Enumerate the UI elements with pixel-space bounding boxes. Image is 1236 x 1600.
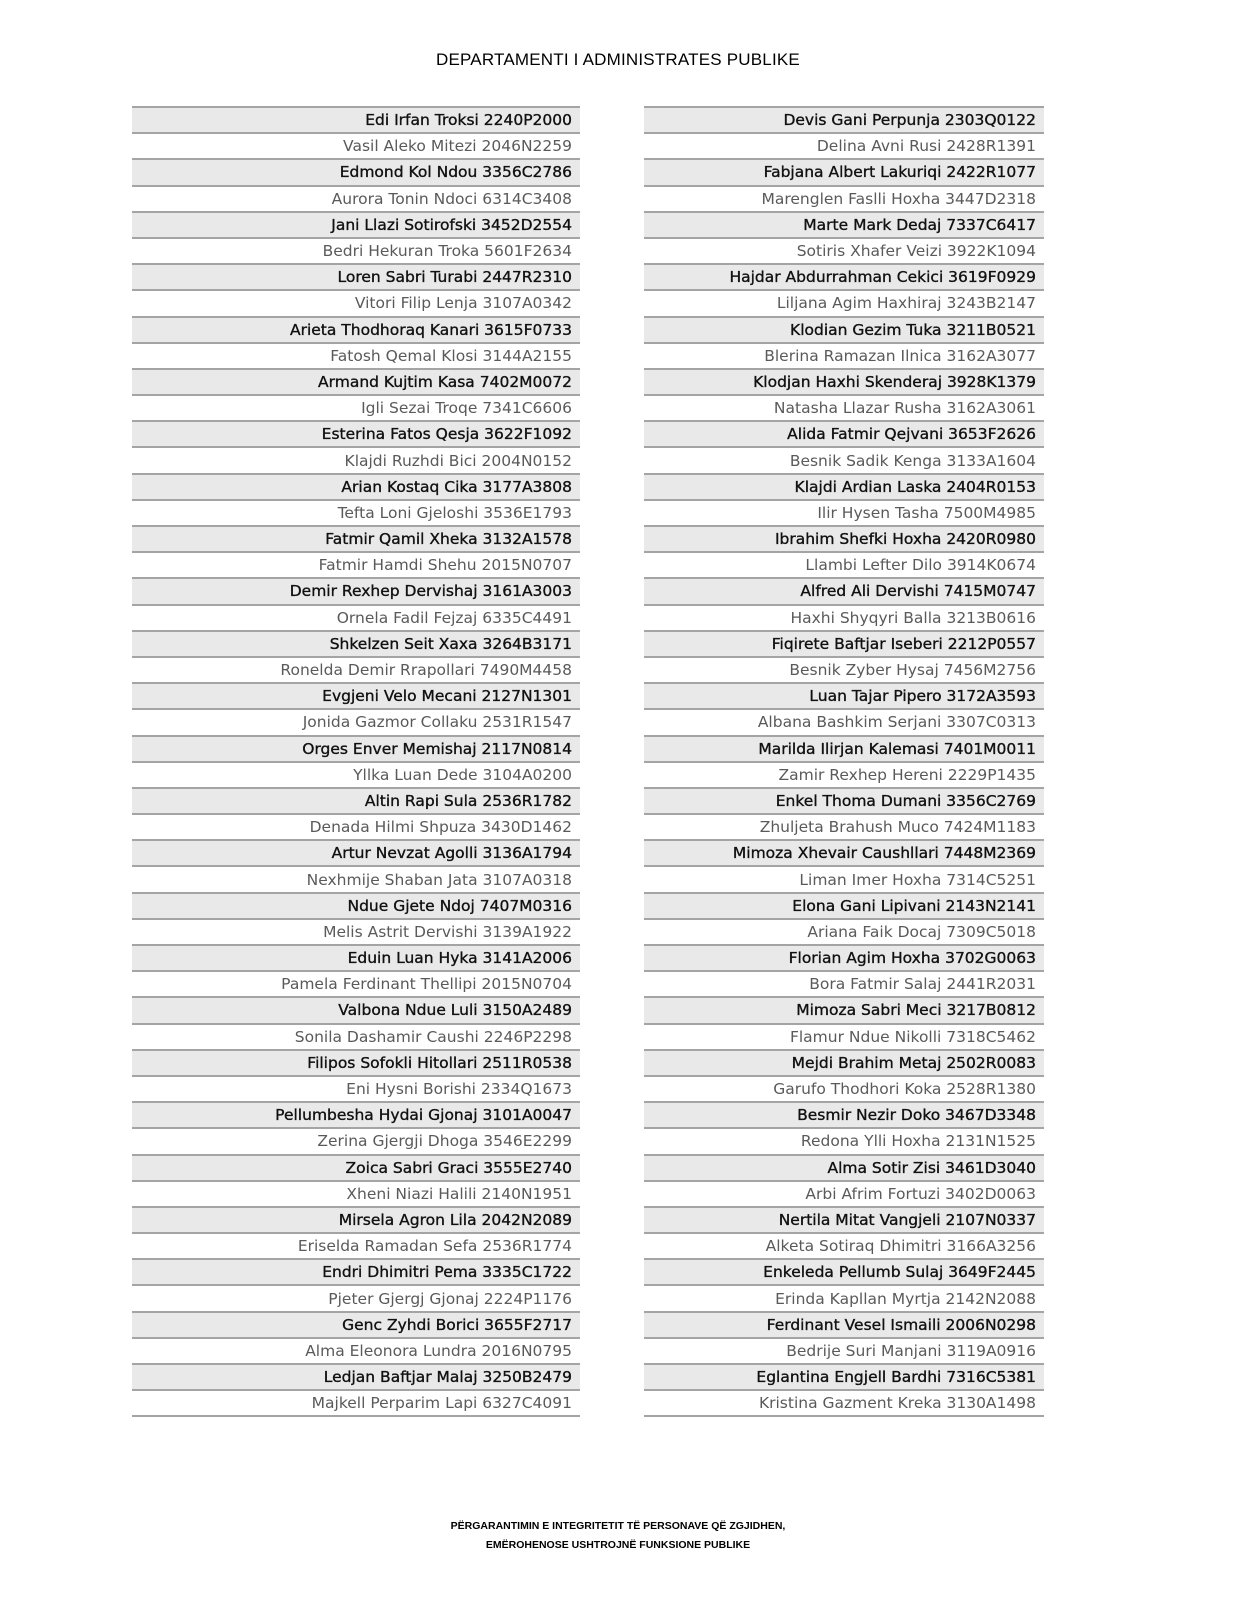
list-item: Valbona Ndue Luli 3150A2489	[132, 996, 580, 1022]
list-item: Edmond Kol Ndou 3356C2786	[132, 158, 580, 184]
list-item: Majkell Perparim Lapi 6327C4091	[132, 1389, 580, 1415]
list-item: Mejdi Brahim Metaj 2502R0083	[644, 1049, 1044, 1075]
list-item: Aurora Tonin Ndoci 6314C3408	[132, 185, 580, 211]
list-item: Pellumbesha Hydai Gjonaj 3101A0047	[132, 1101, 580, 1127]
list-item: Altin Rapi Sula 2536R1782	[132, 787, 580, 813]
list-item: Bora Fatmir Salaj 2441R2031	[644, 970, 1044, 996]
list-item: Besmir Nezir Doko 3467D3348	[644, 1101, 1044, 1127]
list-item: Alma Sotir Zisi 3461D3040	[644, 1154, 1044, 1180]
list-item: Endri Dhimitri Pema 3335C1722	[132, 1258, 580, 1284]
list-item: Luan Tajar Pipero 3172A3593	[644, 682, 1044, 708]
list-item: Marenglen Faslli Hoxha 3447D2318	[644, 185, 1044, 211]
list-item: Eriselda Ramadan Sefa 2536R1774	[132, 1232, 580, 1258]
list-item: Zerina Gjergji Dhoga 3546E2299	[132, 1127, 580, 1153]
list-item: Alma Eleonora Lundra 2016N0795	[132, 1337, 580, 1363]
list-item: Pamela Ferdinant Thellipi 2015N0704	[132, 970, 580, 996]
list-item: Enkel Thoma Dumani 3356C2769	[644, 787, 1044, 813]
list-item: Ronelda Demir Rrapollari 7490M4458	[132, 656, 580, 682]
page-title: DEPARTAMENTI I ADMINISTRATES PUBLIKE	[436, 50, 800, 69]
list-item: Delina Avni Rusi 2428R1391	[644, 132, 1044, 158]
list-item: Blerina Ramazan Ilnica 3162A3077	[644, 342, 1044, 368]
list-item: Kristina Gazment Kreka 3130A1498	[644, 1389, 1044, 1415]
footer-line-2: EMËROHENOSE USHTROJNË FUNKSIONE PUBLIKE	[485, 1539, 751, 1551]
list-item: Fatosh Qemal Klosi 3144A2155	[132, 342, 580, 368]
list-item: Klodian Gezim Tuka 3211B0521	[644, 316, 1044, 342]
list-item: Eglantina Engjell Bardhi 7316C5381	[644, 1363, 1044, 1389]
list-item: Klajdi Ruzhdi Bici 2004N0152	[132, 446, 580, 472]
list-item: Arieta Thodhoraq Kanari 3615F0733	[132, 316, 580, 342]
list-item: Filipos Sofokli Hitollari 2511R0538	[132, 1049, 580, 1075]
list-item: Ornela Fadil Fejzaj 6335C4491	[132, 604, 580, 630]
footer	[0, 1517, 1236, 1555]
list-item: Devis Gani Perpunja 2303Q0122	[644, 106, 1044, 132]
list-item: Mimoza Xhevair Caushllari 7448M2369	[644, 839, 1044, 865]
list-item: Evgjeni Velo Mecani 2127N1301	[132, 682, 580, 708]
list-item: Natasha Llazar Rusha 3162A3061	[644, 394, 1044, 420]
list-item: Orges Enver Memishaj 2117N0814	[132, 735, 580, 761]
list-item: Besnik Zyber Hysaj 7456M2756	[644, 656, 1044, 682]
list-item: Eni Hysni Borishi 2334Q1673	[132, 1075, 580, 1101]
list-item: Yllka Luan Dede 3104A0200	[132, 761, 580, 787]
list-item: Alida Fatmir Qejvani 3653F2626	[644, 420, 1044, 446]
list-item: Igli Sezai Troqe 7341C6606	[132, 394, 580, 420]
list-item: Zhuljeta Brahush Muco 7424M1183	[644, 813, 1044, 839]
list-item: Arbi Afrim Fortuzi 3402D0063	[644, 1180, 1044, 1206]
list-item: Shkelzen Seit Xaxa 3264B3171	[132, 630, 580, 656]
list-item: Liljana Agim Haxhiraj 3243B2147	[644, 289, 1044, 315]
list-item: Marte Mark Dedaj 7337C6417	[644, 211, 1044, 237]
list-item: Fabjana Albert Lakuriqi 2422R1077	[644, 158, 1044, 184]
list-item: Ibrahim Shefki Hoxha 2420R0980	[644, 525, 1044, 551]
list-item: Elona Gani Lipivani 2143N2141	[644, 892, 1044, 918]
right-name-list	[644, 106, 1044, 1417]
list-item: Erinda Kapllan Myrtja 2142N2088	[644, 1284, 1044, 1310]
footer-line-1: PËRGARANTIMIN E INTEGRITETIT TË PERSONAVE QË ZGJIDHEN,	[450, 1520, 786, 1532]
list-item: Sotiris Xhafer Veizi 3922K1094	[644, 237, 1044, 263]
list-item: Eduin Luan Hyka 3141A2006	[132, 944, 580, 970]
list-item: Melis Astrit Dervishi 3139A1922	[132, 918, 580, 944]
list-item: Xheni Niazi Halili 2140N1951	[132, 1180, 580, 1206]
list-item: Ferdinant Vesel Ismaili 2006N0298	[644, 1311, 1044, 1337]
list-item: Vasil Aleko Mitezi 2046N2259	[132, 132, 580, 158]
list-item: Vitori Filip Lenja 3107A0342	[132, 289, 580, 315]
list-item: Redona Ylli Hoxha 2131N1525	[644, 1127, 1044, 1153]
list-item: Edi Irfan Troksi 2240P2000	[132, 106, 580, 132]
list-item: Jonida Gazmor Collaku 2531R1547	[132, 708, 580, 734]
list-item: Ilir Hysen Tasha 7500M4985	[644, 499, 1044, 525]
list-item: Ndue Gjete Ndoj 7407M0316	[132, 892, 580, 918]
list-item: Nexhmije Shaban Jata 3107A0318	[132, 865, 580, 891]
list-item: Klajdi Ardian Laska 2404R0153	[644, 473, 1044, 499]
list-item: Nertila Mitat Vangjeli 2107N0337	[644, 1206, 1044, 1232]
list-item: Liman Imer Hoxha 7314C5251	[644, 865, 1044, 891]
list-item: Marilda Ilirjan Kalemasi 7401M0011	[644, 735, 1044, 761]
list-item: Ariana Faik Docaj 7309C5018	[644, 918, 1044, 944]
list-item: Zamir Rexhep Hereni 2229P1435	[644, 761, 1044, 787]
list-item: Artur Nevzat Agolli 3136A1794	[132, 839, 580, 865]
list-item: Zoica Sabri Graci 3555E2740	[132, 1154, 580, 1180]
list-item: Flamur Ndue Nikolli 7318C5462	[644, 1023, 1044, 1049]
list-item: Garufo Thodhori Koka 2528R1380	[644, 1075, 1044, 1101]
list-item: Denada Hilmi Shpuza 3430D1462	[132, 813, 580, 839]
list-item: Esterina Fatos Qesja 3622F1092	[132, 420, 580, 446]
list-item: Hajdar Abdurrahman Cekici 3619F0929	[644, 263, 1044, 289]
list-item: Mimoza Sabri Meci 3217B0812	[644, 996, 1044, 1022]
left-name-list	[132, 106, 580, 1417]
list-item: Llambi Lefter Dilo 3914K0674	[644, 551, 1044, 577]
list-item: Mirsela Agron Lila 2042N2089	[132, 1206, 580, 1232]
list-item: Fatmir Hamdi Shehu 2015N0707	[132, 551, 580, 577]
list-item: Sonila Dashamir Caushi 2246P2298	[132, 1023, 580, 1049]
list-item: Fatmir Qamil Xheka 3132A1578	[132, 525, 580, 551]
list-item: Tefta Loni Gjeloshi 3536E1793	[132, 499, 580, 525]
list-item: Arian Kostaq Cika 3177A3808	[132, 473, 580, 499]
list-item: Florian Agim Hoxha 3702G0063	[644, 944, 1044, 970]
list-item: Ledjan Baftjar Malaj 3250B2479	[132, 1363, 580, 1389]
list-item: Bedrije Suri Manjani 3119A0916	[644, 1337, 1044, 1363]
list-item: Alketa Sotiraq Dhimitri 3166A3256	[644, 1232, 1044, 1258]
list-item: Demir Rexhep Dervishaj 3161A3003	[132, 577, 580, 603]
list-bottom-rule	[644, 1415, 1044, 1417]
list-item: Jani Llazi Sotirofski 3452D2554	[132, 211, 580, 237]
list-item: Genc Zyhdi Borici 3655F2717	[132, 1311, 580, 1337]
list-item: Bedri Hekuran Troka 5601F2634	[132, 237, 580, 263]
list-bottom-rule	[132, 1415, 580, 1417]
list-item: Besnik Sadik Kenga 3133A1604	[644, 446, 1044, 472]
list-item: Klodjan Haxhi Skenderaj 3928K1379	[644, 368, 1044, 394]
list-item: Haxhi Shyqyri Balla 3213B0616	[644, 604, 1044, 630]
list-item: Alfred Ali Dervishi 7415M0747	[644, 577, 1044, 603]
list-item: Pjeter Gjergj Gjonaj 2224P1176	[132, 1284, 580, 1310]
list-item: Armand Kujtim Kasa 7402M0072	[132, 368, 580, 394]
list-item: Albana Bashkim Serjani 3307C0313	[644, 708, 1044, 734]
list-item: Loren Sabri Turabi 2447R2310	[132, 263, 580, 289]
list-item: Enkeleda Pellumb Sulaj 3649F2445	[644, 1258, 1044, 1284]
list-item: Fiqirete Baftjar Iseberi 2212P0557	[644, 630, 1044, 656]
